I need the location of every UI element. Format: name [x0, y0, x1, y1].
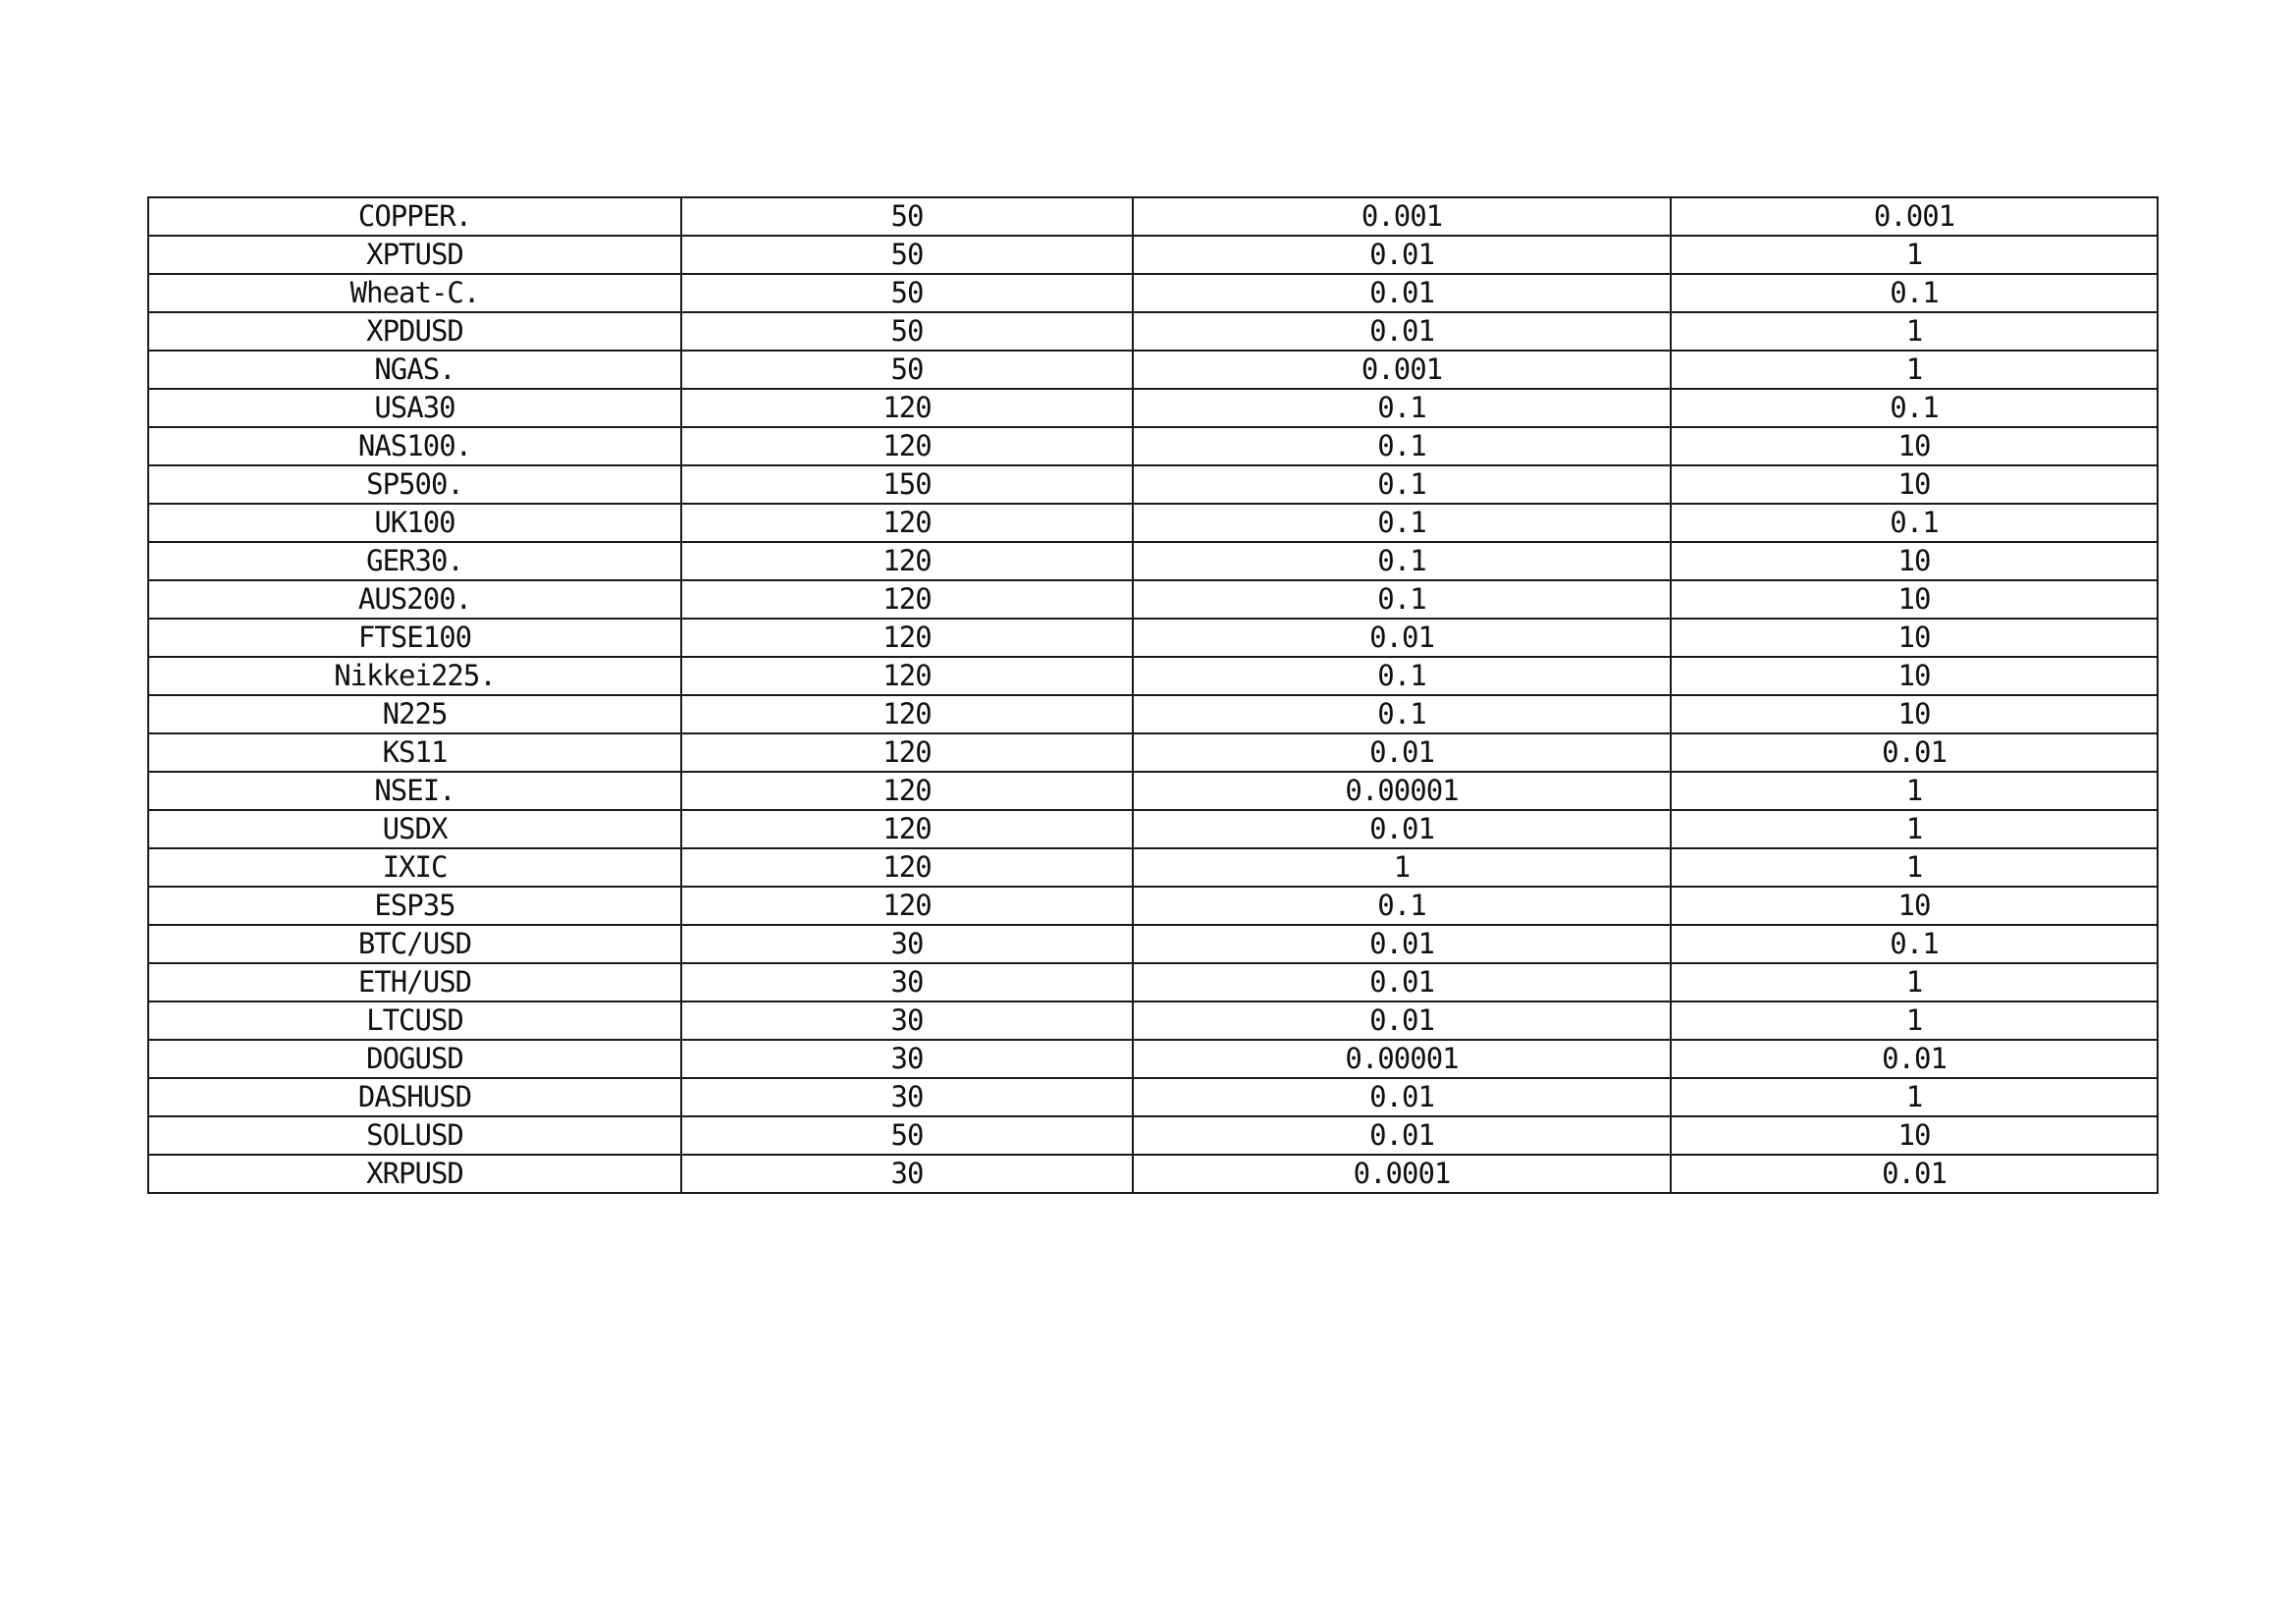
- contract-size-cell: 0.001: [1671, 197, 2158, 236]
- leverage-cell: 150: [681, 465, 1133, 504]
- contract-size-cell: 10: [1671, 887, 2158, 925]
- table-row: [148, 925, 2158, 963]
- symbol-cell: DASHUSD: [148, 1078, 681, 1116]
- contract-size-cell: 0.1: [1671, 274, 2158, 312]
- contract-size-cell: 1: [1671, 312, 2158, 351]
- symbol-cell: NGAS.: [148, 351, 681, 389]
- min-lot-cell: 0.1: [1133, 389, 1671, 427]
- leverage-cell: 30: [681, 963, 1133, 1001]
- table-row: [148, 1040, 2158, 1078]
- min-lot-cell: 0.1: [1133, 427, 1671, 465]
- table-row: [148, 963, 2158, 1001]
- symbol-cell: USDX: [148, 810, 681, 848]
- leverage-cell: 120: [681, 657, 1133, 695]
- min-lot-cell: 0.1: [1133, 580, 1671, 619]
- symbol-cell: Nikkei225.: [148, 657, 681, 695]
- leverage-cell: 120: [681, 427, 1133, 465]
- table-row: [148, 695, 2158, 733]
- contract-size-cell: 10: [1671, 465, 2158, 504]
- contract-size-cell: 10: [1671, 1116, 2158, 1155]
- contract-size-cell: 10: [1671, 695, 2158, 733]
- contract-size-cell: 1: [1671, 1078, 2158, 1116]
- leverage-cell: 30: [681, 1040, 1133, 1078]
- contract-size-cell: 1: [1671, 810, 2158, 848]
- min-lot-cell: 0.01: [1133, 733, 1671, 772]
- table-row: [148, 657, 2158, 695]
- table-row: [148, 274, 2158, 312]
- min-lot-cell: 0.1: [1133, 504, 1671, 542]
- leverage-cell: 50: [681, 236, 1133, 274]
- contract-size-cell: 0.01: [1671, 1155, 2158, 1193]
- contract-size-cell: 0.1: [1671, 389, 2158, 427]
- symbol-cell: IXIC: [148, 848, 681, 887]
- symbol-cell: XRPUSD: [148, 1155, 681, 1193]
- contract-size-cell: 10: [1671, 427, 2158, 465]
- contract-size-cell: 1: [1671, 351, 2158, 389]
- symbol-cell: NAS100.: [148, 427, 681, 465]
- leverage-cell: 30: [681, 1078, 1133, 1116]
- symbol-cell: AUS200.: [148, 580, 681, 619]
- table-row: [148, 1116, 2158, 1155]
- table-row: [148, 810, 2158, 848]
- contract-size-cell: 0.01: [1671, 733, 2158, 772]
- leverage-cell: 120: [681, 887, 1133, 925]
- min-lot-cell: 0.001: [1133, 351, 1671, 389]
- contract-size-cell: 1: [1671, 772, 2158, 810]
- table-row: [148, 465, 2158, 504]
- min-lot-cell: 0.01: [1133, 274, 1671, 312]
- min-lot-cell: 0.1: [1133, 465, 1671, 504]
- min-lot-cell: 0.00001: [1133, 772, 1671, 810]
- table-row: [148, 427, 2158, 465]
- contract-size-cell: 0.01: [1671, 1040, 2158, 1078]
- leverage-cell: 120: [681, 772, 1133, 810]
- table-row: [148, 504, 2158, 542]
- table-row: [148, 197, 2158, 236]
- leverage-cell: 30: [681, 1155, 1133, 1193]
- min-lot-cell: 1: [1133, 848, 1671, 887]
- contract-size-cell: 10: [1671, 657, 2158, 695]
- leverage-cell: 120: [681, 619, 1133, 657]
- symbol-cell: NSEI.: [148, 772, 681, 810]
- table-body: [148, 197, 2158, 1193]
- leverage-cell: 120: [681, 733, 1133, 772]
- min-lot-cell: 0.1: [1133, 657, 1671, 695]
- symbol-spec-table: [147, 196, 2159, 1194]
- symbol-cell: LTCUSD: [148, 1001, 681, 1040]
- leverage-cell: 120: [681, 810, 1133, 848]
- min-lot-cell: 0.1: [1133, 695, 1671, 733]
- min-lot-cell: 0.01: [1133, 810, 1671, 848]
- contract-size-cell: 0.1: [1671, 925, 2158, 963]
- leverage-cell: 120: [681, 504, 1133, 542]
- leverage-cell: 120: [681, 695, 1133, 733]
- symbol-cell: USA30: [148, 389, 681, 427]
- min-lot-cell: 0.0001: [1133, 1155, 1671, 1193]
- leverage-cell: 120: [681, 389, 1133, 427]
- min-lot-cell: 0.01: [1133, 619, 1671, 657]
- min-lot-cell: 0.00001: [1133, 1040, 1671, 1078]
- symbol-cell: ESP35: [148, 887, 681, 925]
- symbol-cell: DOGUSD: [148, 1040, 681, 1078]
- symbol-cell: SP500.: [148, 465, 681, 504]
- table-row: [148, 619, 2158, 657]
- symbol-cell: GER30.: [148, 542, 681, 580]
- symbol-cell: XPDUSD: [148, 312, 681, 351]
- min-lot-cell: 0.1: [1133, 542, 1671, 580]
- symbol-cell: N225: [148, 695, 681, 733]
- table-row: [148, 312, 2158, 351]
- symbol-cell: ETH/USD: [148, 963, 681, 1001]
- contract-size-cell: 10: [1671, 580, 2158, 619]
- min-lot-cell: 0.01: [1133, 1078, 1671, 1116]
- contract-size-cell: 0.1: [1671, 504, 2158, 542]
- contract-size-cell: 1: [1671, 236, 2158, 274]
- table-row: [148, 733, 2158, 772]
- min-lot-cell: 0.1: [1133, 887, 1671, 925]
- leverage-cell: 120: [681, 580, 1133, 619]
- table-row: [148, 389, 2158, 427]
- symbol-cell: BTC/USD: [148, 925, 681, 963]
- table-row: [148, 236, 2158, 274]
- symbol-cell: SOLUSD: [148, 1116, 681, 1155]
- contract-size-cell: 10: [1671, 619, 2158, 657]
- symbol-cell: XPTUSD: [148, 236, 681, 274]
- table-row: [148, 1001, 2158, 1040]
- symbol-cell: COPPER.: [148, 197, 681, 236]
- leverage-cell: 50: [681, 274, 1133, 312]
- leverage-cell: 30: [681, 1001, 1133, 1040]
- leverage-cell: 50: [681, 351, 1133, 389]
- table-row: [148, 580, 2158, 619]
- min-lot-cell: 0.01: [1133, 1001, 1671, 1040]
- table-row: [148, 1078, 2158, 1116]
- min-lot-cell: 0.01: [1133, 963, 1671, 1001]
- table-row: [148, 772, 2158, 810]
- min-lot-cell: 0.01: [1133, 1116, 1671, 1155]
- contract-size-cell: 1: [1671, 1001, 2158, 1040]
- leverage-cell: 120: [681, 542, 1133, 580]
- min-lot-cell: 0.001: [1133, 197, 1671, 236]
- leverage-cell: 50: [681, 197, 1133, 236]
- leverage-cell: 30: [681, 925, 1133, 963]
- symbol-cell: UK100: [148, 504, 681, 542]
- symbol-cell: KS11: [148, 733, 681, 772]
- table-row: [148, 848, 2158, 887]
- leverage-cell: 120: [681, 848, 1133, 887]
- contract-size-cell: 1: [1671, 963, 2158, 1001]
- symbol-cell: Wheat-C.: [148, 274, 681, 312]
- contract-size-cell: 10: [1671, 542, 2158, 580]
- table-row: [148, 1155, 2158, 1193]
- min-lot-cell: 0.01: [1133, 312, 1671, 351]
- leverage-cell: 50: [681, 1116, 1133, 1155]
- min-lot-cell: 0.01: [1133, 236, 1671, 274]
- leverage-cell: 50: [681, 312, 1133, 351]
- symbol-cell: FTSE100: [148, 619, 681, 657]
- min-lot-cell: 0.01: [1133, 925, 1671, 963]
- table-row: [148, 887, 2158, 925]
- table-row: [148, 542, 2158, 580]
- table-row: [148, 351, 2158, 389]
- contract-size-cell: 1: [1671, 848, 2158, 887]
